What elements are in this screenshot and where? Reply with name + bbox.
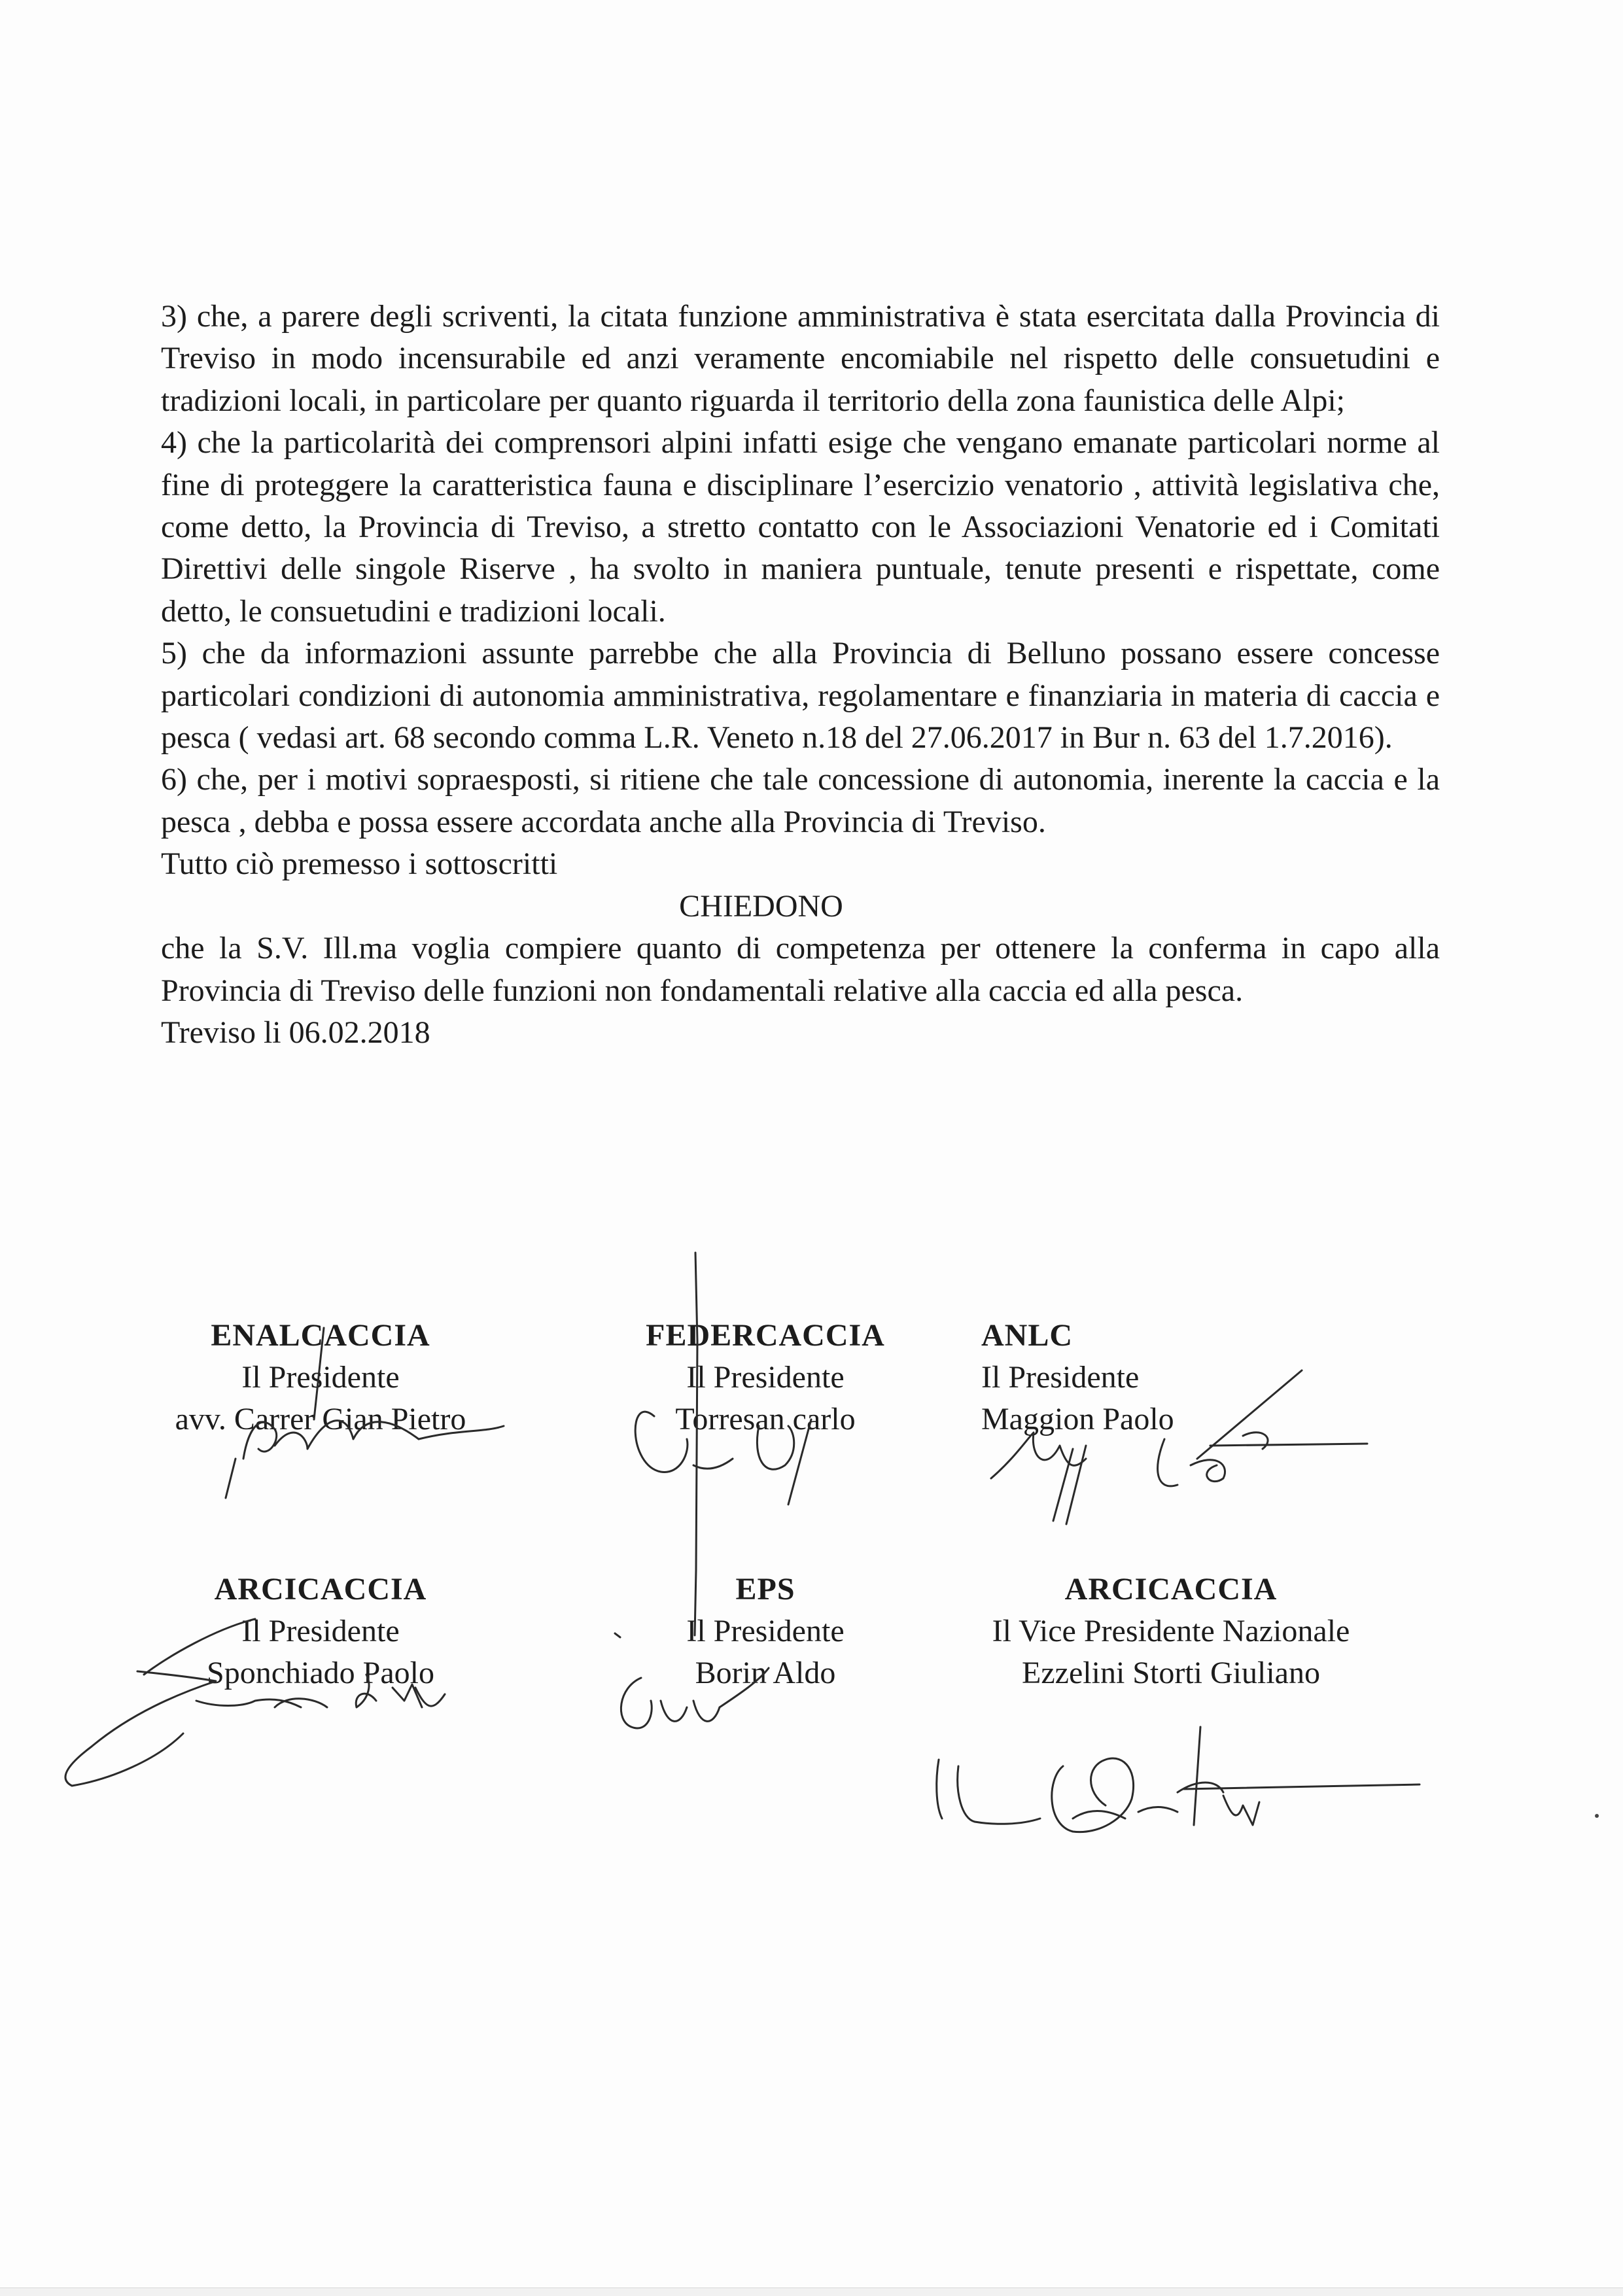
signature-block-anlc	[981, 1315, 1269, 1440]
signatory-role: Il Vice Presidente Nazionale	[992, 1614, 1350, 1648]
scan-speck	[1595, 1814, 1599, 1818]
signature-block-arcicaccia-vice	[929, 1569, 1413, 1694]
request-paragraph: che la S.V. Ill.ma voglia compiere quanto di competenza per ottenere la conferma in capo alla Provincia di Treviso delle funzioni non fondamentali relative alla caccia ed alla pesca.	[161, 931, 1440, 1008]
signature-block-eps	[602, 1569, 929, 1694]
signatory-org: ENALCACCIA	[211, 1318, 430, 1353]
signatory-name: Torresan carlo	[675, 1402, 856, 1436]
signature-block-enalcaccia	[157, 1315, 484, 1440]
signatory-role: Il Presidente	[241, 1614, 400, 1648]
signatory-org: FEDERCACCIA	[646, 1318, 885, 1353]
signatory-org: ARCICACCIA	[214, 1572, 427, 1607]
signatory-name: Borin Aldo	[695, 1656, 836, 1690]
signatory-name: avv. Carrer Gian Pietro	[175, 1402, 466, 1436]
signatory-role: Il Presidente	[686, 1360, 845, 1395]
paragraph-6: 6) che, per i motivi sopraesposti, si ritiene che tale concessione di autonomia, inerente la caccia e la pesca , debba e possa essere accordata anche alla Provincia di Treviso.	[161, 762, 1440, 839]
signatory-org: ARCICACCIA	[1064, 1572, 1278, 1607]
signatory-role: Il Presidente	[686, 1614, 845, 1648]
paragraph-3: 3) che, a parere degli scriventi, la citata funzione amministrativa è stata esercitata dalla Provincia di Treviso in modo incensurabile ed anzi veramente encomiabile nel rispetto delle consuetudini e tradizioni locali, in particolare per quanto riguarda il territorio della zona faunistica delle Alpi;	[161, 299, 1440, 418]
paragraph-4: 4) che la particolarità dei comprensori alpini infatti esige che vengano emanate particolari norme al fine di proteggere la caratteristica fauna e disciplinare l’esercizio venatorio , attività legislativa che, come detto, la Provincia di Treviso, a stretto contatto con le Associazioni Venatorie ed i Comitati Direttivi delle singole Riserve , ha svolto in maniera puntuale, tenute presenti e rispettate, come detto, le consuetudini e tradizioni locali.	[161, 425, 1440, 629]
letter-body	[161, 296, 1440, 1054]
signature-block-arcicaccia	[157, 1569, 484, 1694]
signature-arcicaccia-vice	[937, 1727, 1420, 1832]
signatory-role: Il Presidente	[241, 1360, 400, 1395]
signatory-name: Ezzelini Storti Giuliano	[1022, 1656, 1320, 1690]
signatory-name: Sponchiado Paolo	[207, 1656, 434, 1690]
request-heading: CHIEDONO	[679, 888, 843, 924]
signatory-org: EPS	[735, 1572, 795, 1607]
place-date: Treviso li 06.02.2018	[161, 1015, 430, 1050]
signatory-role: Il Presidente	[981, 1360, 1140, 1395]
premise-line: Tutto ciò premesso i sottoscritti	[161, 846, 558, 882]
signatory-org: ANLC	[981, 1318, 1073, 1353]
scan-bottom-edge	[0, 2287, 1623, 2296]
paragraph-5: 5) che da informazioni assunte parrebbe che alla Provincia di Belluno possano essere concesse particolari condizioni di autonomia amministrativa, regolamentare e finanziaria in materia di caccia e pesca ( vedasi art. 68 secondo comma L.R. Veneto n.18 del 27.06.2017 in Bur n. 63 del 1.7.2016).	[161, 636, 1440, 756]
signatory-name: Maggion Paolo	[981, 1402, 1174, 1436]
signature-block-federcaccia	[602, 1315, 929, 1440]
